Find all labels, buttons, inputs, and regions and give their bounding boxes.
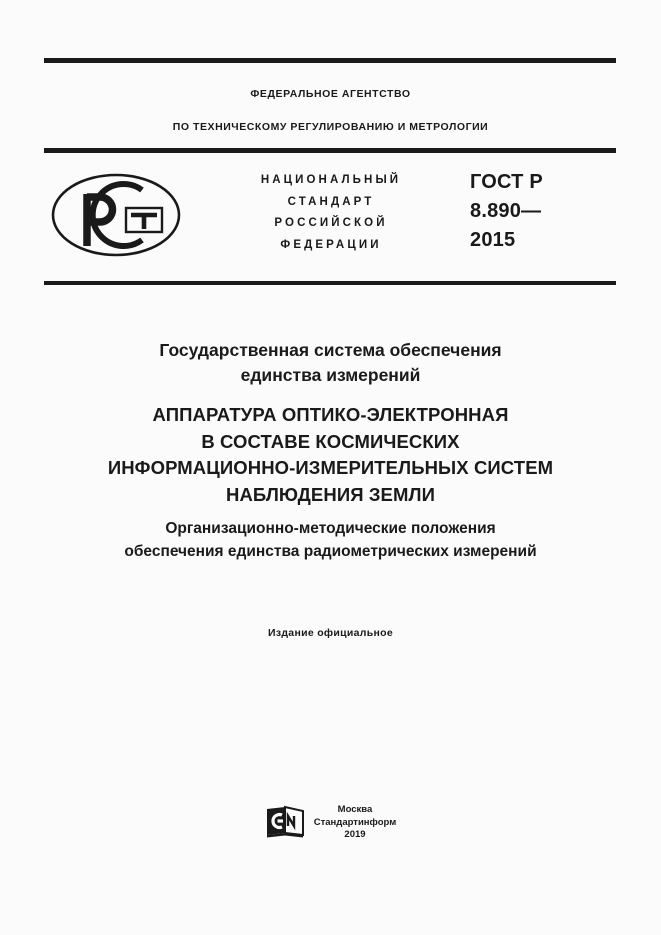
national-standard-line-2: СТАНДАРТ: [287, 195, 375, 208]
page-title: [0, 402, 661, 508]
standard-number-line-1: ГОСТ Р: [470, 171, 543, 193]
gost-r-certification-emblem-icon: [50, 168, 182, 262]
measurement-system-title-line-1: Государственная система обеспечения: [159, 340, 502, 360]
measurement-system-title-line-2: единства измерений: [240, 365, 421, 385]
national-standard-line-4: ФЕДЕРАЦИИ: [280, 238, 382, 251]
page-title-line-1: АППАРАТУРА ОПТИКО-ЭЛЕКТРОННАЯ: [152, 404, 509, 425]
standard-number-line-2: 8.890—: [470, 200, 542, 222]
national-standard-line-3: РОССИЙСКОЙ: [274, 217, 388, 229]
page-title-line-3: ИНФОРМАЦИОННО-ИЗМЕРИТЕЛЬНЫХ СИСТЕМ: [107, 457, 554, 478]
standartinform-book-logo-icon: [265, 805, 305, 839]
publisher-year: 2019: [344, 829, 366, 840]
header-rule-middle: [44, 148, 616, 153]
standard-number-block: [470, 168, 630, 255]
publisher-name: Стандартинформ: [313, 816, 397, 828]
standard-number-line-3: 2015: [470, 229, 516, 251]
national-standard-caption: [206, 170, 456, 256]
measurement-system-title: [0, 338, 661, 388]
publisher-imprint: [314, 803, 396, 842]
publisher-block: [0, 803, 661, 842]
page-subtitle-line-1: Организационно-методические положения: [165, 520, 496, 537]
page-title-line-4: НАБЛЮДЕНИЯ ЗЕМЛИ: [226, 483, 435, 505]
agency-name-line-2: ПО ТЕХНИЧЕСКОМУ РЕГУЛИРОВАНИЮ И МЕТРОЛОГИИ: [172, 121, 489, 133]
official-edition-note: Издание официальное: [267, 627, 394, 639]
agency-name-line-1: ФЕДЕРАЛЬНОЕ АГЕНТСТВО: [250, 88, 411, 100]
publisher-city: Москва: [337, 804, 373, 815]
header-rule-top: [44, 58, 616, 63]
header-rule-bottom: [44, 281, 616, 285]
page-subtitle: [0, 517, 661, 563]
page-title-line-2: В СОСТАВЕ КОСМИЧЕСКИХ: [201, 430, 460, 452]
page-subtitle-line-2: обеспечения единства радиометрических измерений: [124, 543, 537, 560]
national-standard-line-1: НАЦИОНАЛЬНЫЙ: [260, 174, 402, 186]
